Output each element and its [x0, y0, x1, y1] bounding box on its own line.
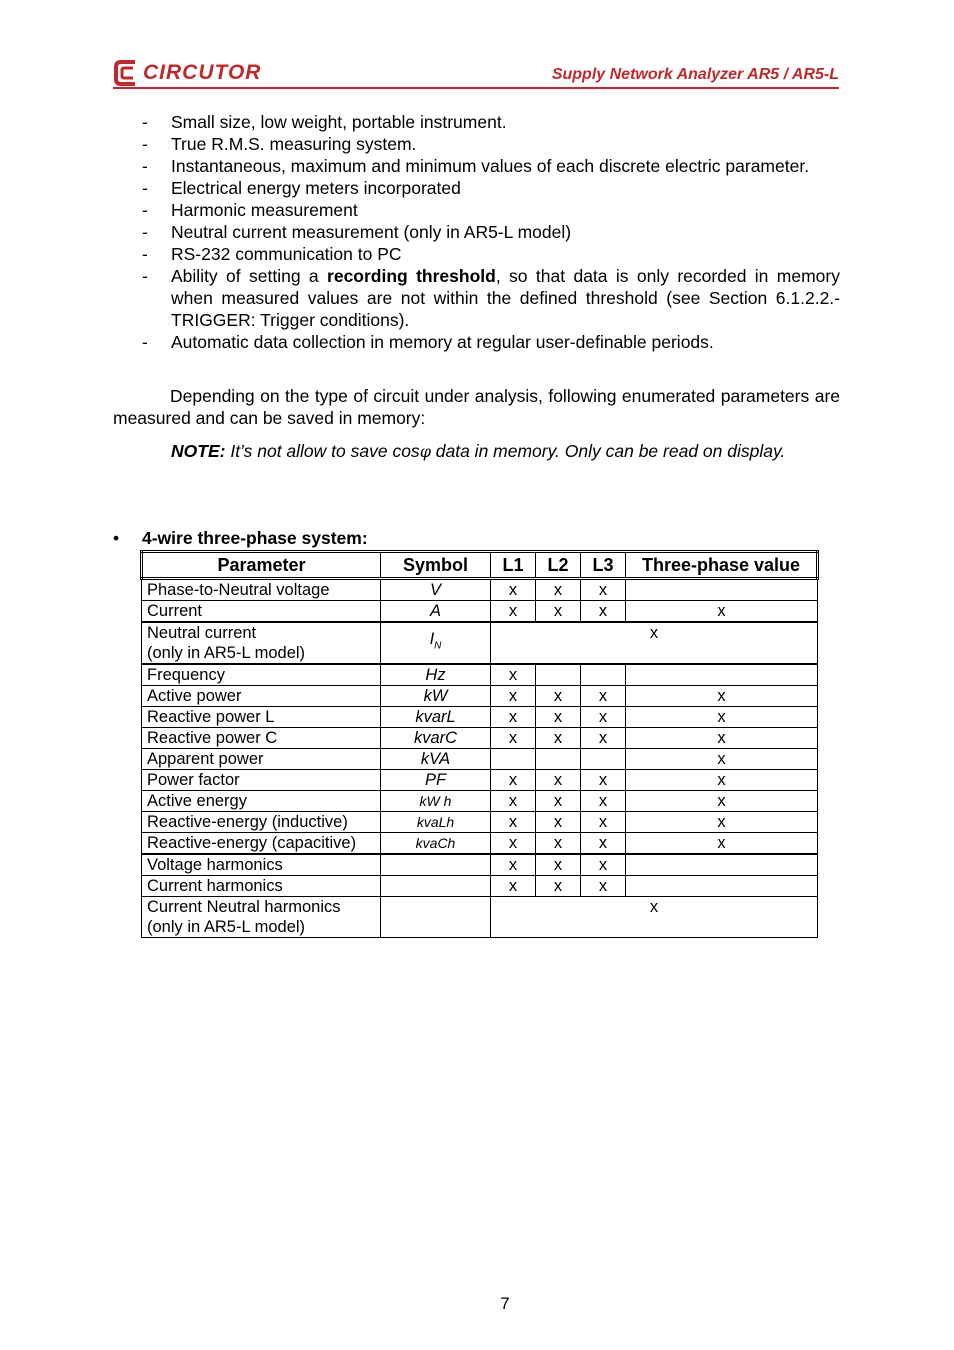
l1-cell: x: [491, 579, 536, 601]
l3-cell: x: [581, 686, 626, 707]
header-l2: L2: [536, 552, 581, 579]
three-phase-cell: [626, 579, 818, 601]
l1-cell: x: [491, 812, 536, 833]
three-phase-cell: [626, 664, 818, 686]
parameter-cell: Active energy: [142, 791, 381, 812]
l2-cell: x: [536, 791, 581, 812]
symbol-cell: V: [381, 579, 491, 601]
table-row: [142, 707, 818, 728]
circutor-logo: [113, 58, 261, 88]
three-phase-cell: x: [626, 791, 818, 812]
symbol-cell: kVA: [381, 749, 491, 770]
symbol-cell: kW: [381, 686, 491, 707]
table-row: [142, 791, 818, 812]
l2-cell: [536, 749, 581, 770]
symbol-cell: A: [381, 601, 491, 623]
three-phase-cell: [626, 854, 818, 876]
parameter-cell: Voltage harmonics: [142, 854, 381, 876]
l2-cell: x: [536, 579, 581, 601]
l2-cell: [536, 664, 581, 686]
page-number: 7: [500, 1294, 510, 1313]
header-l3: L3: [581, 552, 626, 579]
l1-cell: x: [491, 664, 536, 686]
intro-paragraph: Depending on the type of circuit under analysis, following enumerated parameters are measured and can be saved in memory:: [113, 386, 840, 428]
header-l1: L1: [491, 552, 536, 579]
three-phase-cell: x: [626, 686, 818, 707]
list-item: - Neutral current measurement (only in AR5-L model): [142, 222, 572, 242]
parameter-cell: Power factor: [142, 770, 381, 791]
symbol-cell: [381, 854, 491, 876]
list-item: - Instantaneous, maximum and minimum values of each discrete electric parameter.: [142, 156, 810, 176]
l1-cell: x: [491, 601, 536, 623]
l2-cell: x: [536, 854, 581, 876]
note: NOTE: It’s not allow to save cosφ data in memory. Only can be read on display.: [171, 441, 786, 461]
l1-cell: x: [491, 876, 536, 897]
l2-cell: x: [536, 833, 581, 855]
list-item: - Electrical energy meters incorporated: [142, 178, 461, 198]
symbol-cell: PF: [381, 770, 491, 791]
parameter-cell: Neutral current (only in AR5-L model): [142, 622, 381, 664]
list-item: - RS-232 communication to PC: [142, 244, 402, 264]
table-row: [142, 876, 818, 897]
parameter-cell: Reactive power L: [142, 707, 381, 728]
l2-cell: x: [536, 707, 581, 728]
l2-cell: x: [536, 770, 581, 791]
parameter-cell: Reactive-energy (capacitive): [142, 833, 381, 855]
l2-cell: x: [536, 876, 581, 897]
table-row: [142, 812, 818, 833]
l1-cell: x: [491, 770, 536, 791]
l3-cell: x: [581, 579, 626, 601]
l2-cell: x: [536, 601, 581, 623]
l1-cell: [491, 749, 536, 770]
l1-cell: x: [491, 707, 536, 728]
three-phase-cell: x: [626, 728, 818, 749]
l3-cell: x: [581, 876, 626, 897]
three-phase-cell: x: [626, 770, 818, 791]
l3-cell: x: [581, 601, 626, 623]
three-phase-cell: x: [626, 601, 818, 623]
symbol-cell: [381, 897, 491, 938]
symbol-cell: kvarC: [381, 728, 491, 749]
three-phase-cell: x: [626, 749, 818, 770]
table-row: [142, 664, 818, 686]
l1-cell: x: [491, 728, 536, 749]
merged-value-cell: x: [491, 897, 818, 938]
l3-cell: x: [581, 812, 626, 833]
header-rule: [113, 87, 839, 89]
l2-cell: x: [536, 728, 581, 749]
l3-cell: x: [581, 854, 626, 876]
l2-cell: x: [536, 686, 581, 707]
three-phase-cell: [626, 876, 818, 897]
symbol-cell: kvaCh: [381, 833, 491, 855]
document-title: Supply Network Analyzer AR5 / AR5-L: [551, 66, 839, 83]
l2-cell: x: [536, 812, 581, 833]
table-row: [142, 686, 818, 707]
header-symbol: Symbol: [381, 552, 491, 579]
header-parameter: Parameter: [142, 552, 381, 579]
logo-text: CIRCUTOR: [143, 61, 262, 84]
table-row: [142, 770, 818, 791]
three-phase-cell: x: [626, 707, 818, 728]
table-row: [142, 833, 818, 855]
parameter-cell: Current harmonics: [142, 876, 381, 897]
list-item: - Small size, low weight, portable instrument.: [142, 112, 507, 132]
l3-cell: x: [581, 833, 626, 855]
section-heading: • 4-wire three-phase system:: [113, 528, 368, 548]
parameter-cell: Current Neutral harmonics (only in AR5-L model): [142, 897, 381, 938]
table-row: [142, 897, 818, 938]
parameter-cell: Phase-to-Neutral voltage: [142, 579, 381, 601]
list-item: - True R.M.S. measuring system.: [142, 134, 417, 154]
l3-cell: x: [581, 728, 626, 749]
circutor-logo-icon: [113, 59, 141, 87]
l3-cell: [581, 664, 626, 686]
symbol-cell: Hz: [381, 664, 491, 686]
table-row: [142, 749, 818, 770]
l1-cell: x: [491, 854, 536, 876]
three-phase-cell: x: [626, 833, 818, 855]
l1-cell: x: [491, 686, 536, 707]
parameter-table: [140, 550, 819, 938]
table-row: [142, 622, 818, 664]
parameter-cell: Frequency: [142, 664, 381, 686]
note-label: NOTE:: [171, 441, 226, 461]
table-row: [142, 728, 818, 749]
l3-cell: x: [581, 770, 626, 791]
three-phase-cell: x: [626, 812, 818, 833]
l3-cell: x: [581, 791, 626, 812]
merged-value-cell: x: [491, 622, 818, 664]
symbol-cell: kvarL: [381, 707, 491, 728]
parameter-cell: Active power: [142, 686, 381, 707]
parameter-cell: Reactive-energy (inductive): [142, 812, 381, 833]
l1-cell: x: [491, 791, 536, 812]
list-item: - Harmonic measurement: [142, 200, 358, 220]
symbol-cell: kW h: [381, 791, 491, 812]
list-item: - Automatic data collection in memory at regular user-definable periods.: [142, 332, 714, 352]
table-row: [142, 854, 818, 876]
l3-cell: x: [581, 707, 626, 728]
page-header: [113, 56, 839, 90]
table-row: [142, 579, 818, 601]
l3-cell: [581, 749, 626, 770]
symbol-cell: [381, 876, 491, 897]
l1-cell: x: [491, 833, 536, 855]
feature-list: [140, 111, 840, 353]
parameter-cell: Current: [142, 601, 381, 623]
list-item: - Ability of setting a recording threshold, so that data is only recorded in memory when measured values are not within the defined threshold (see Section 6.1.2.2.-TRIGGER: Trigger conditions).: [142, 266, 840, 330]
parameter-cell: Reactive power C: [142, 728, 381, 749]
symbol-cell: $I_N$: [381, 622, 491, 664]
header-three-phase: Three-phase value: [626, 552, 818, 579]
symbol-cell: kvaLh: [381, 812, 491, 833]
table-row: [142, 601, 818, 623]
parameter-cell: Apparent power: [142, 749, 381, 770]
